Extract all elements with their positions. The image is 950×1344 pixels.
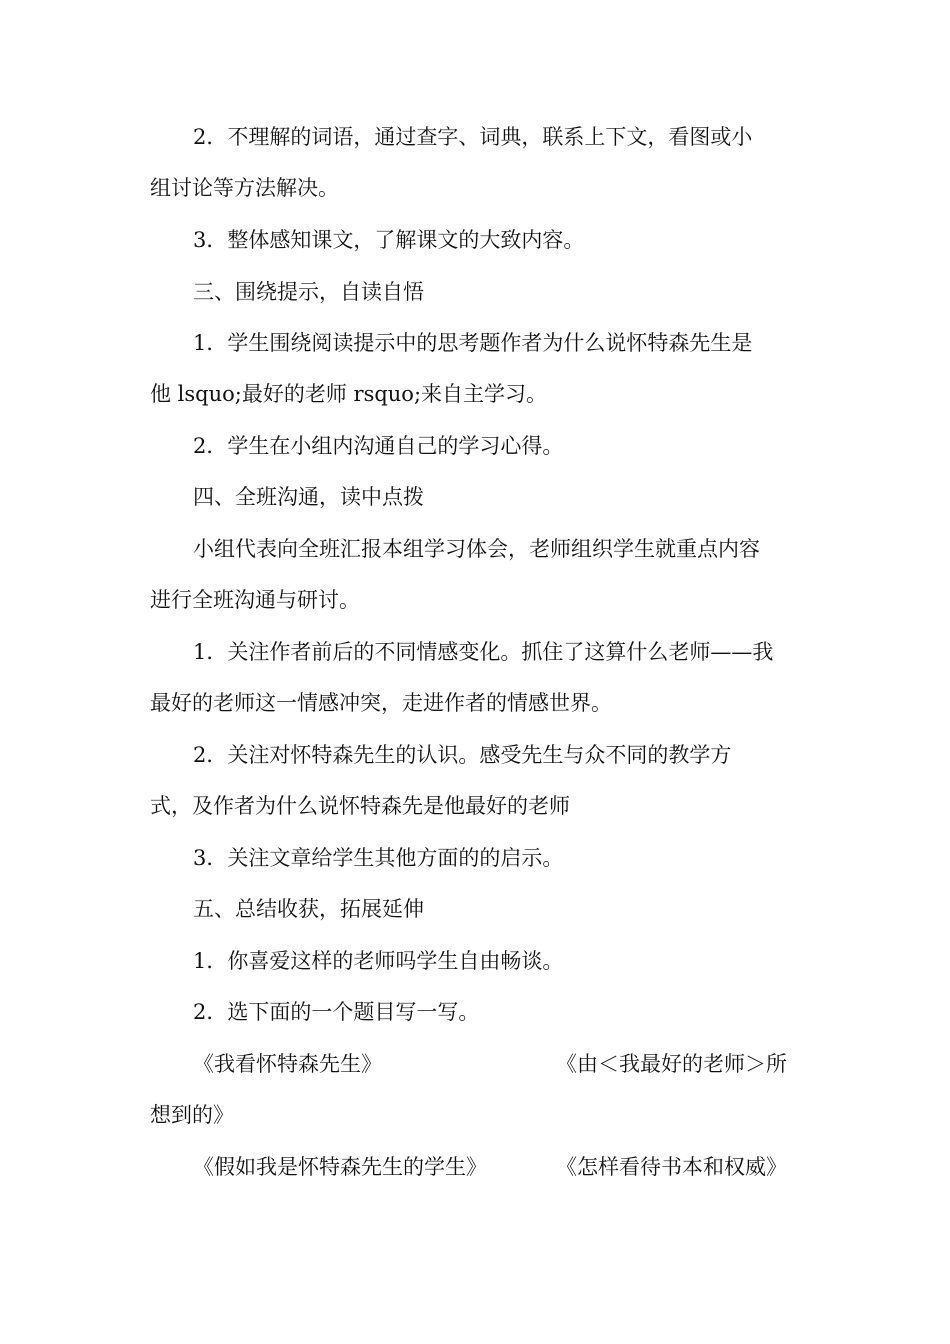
paragraph: 2．学生在小组内沟通自己的学习心得。 (193, 434, 564, 458)
paragraph: 1．你喜爱这样的老师吗学生自由畅谈。 (193, 949, 564, 973)
paragraph: 2．选下面的一个题目写一写。 (193, 1000, 480, 1024)
paragraph-line: 进行全班沟通与研讨。 (150, 588, 360, 612)
paragraph-line: 组讨论等方法解决。 (150, 176, 339, 200)
paragraph-line: 他 lsquo;最好的老师 rsquo;来自主学习。 (150, 382, 548, 406)
topic-title: 《由＜我最好的老师＞所 (556, 1052, 787, 1076)
paragraph-line: 小组代表向全班汇报本组学习体会，老师组织学生就重点内容 (193, 537, 760, 561)
paragraph: 3．关注文章给学生其他方面的的启示。 (193, 846, 564, 870)
topic-title-continued: 想到的》 (150, 1103, 234, 1127)
section-heading: 五、总结收获，拓展延伸 (193, 897, 424, 921)
paragraph-line: 式，及作者为什么说怀特森先是他最好的老师 (150, 794, 570, 818)
paragraph-line: 最好的老师这一情感冲突，走进作者的情感世界。 (150, 691, 612, 715)
topic-title: 《怎样看待书本和权威》 (556, 1155, 787, 1179)
paragraph-line: 2．关注对怀特森先生的认识。感受先生与众不同的教学方 (193, 743, 732, 767)
section-heading: 三、围绕提示，自读自悟 (193, 280, 424, 304)
paragraph-line: 1．学生围绕阅读提示中的思考题作者为什么说怀特森先生是 (193, 331, 753, 355)
paragraph-line: 1．关注作者前后的不同情感变化。抓住了这算什么老师——我 (193, 640, 774, 664)
paragraph-line: 2．不理解的词语，通过查字、词典，联系上下文，看图或小 (193, 125, 753, 149)
paragraph: 3．整体感知课文，了解课文的大致内容。 (193, 228, 585, 252)
section-heading: 四、全班沟通，读中点拨 (193, 485, 424, 509)
topic-title: 《假如我是怀特森先生的学生》 (193, 1155, 487, 1179)
topic-title: 《我看怀特森先生》 (193, 1052, 382, 1076)
